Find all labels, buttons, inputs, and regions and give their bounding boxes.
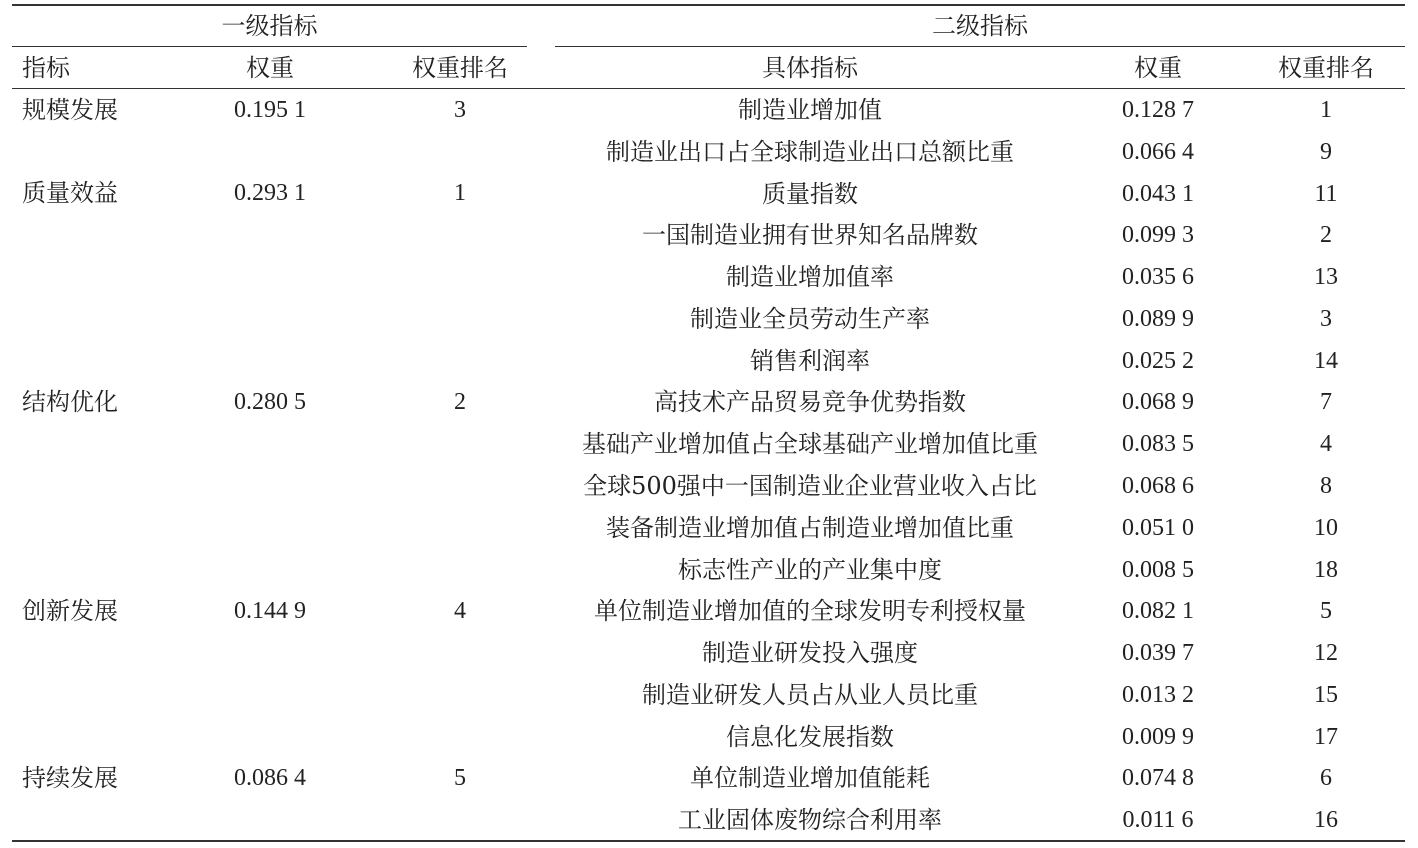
level1-weight: 0.293 1: [234, 180, 306, 206]
level2-rank: 3: [1320, 306, 1332, 332]
level1-name: 规模发展: [22, 96, 118, 124]
level2-name: 质量指数: [762, 180, 858, 208]
level2-name: 制造业研发投入强度: [702, 639, 918, 667]
level1-weight: 0.195 1: [234, 97, 306, 123]
level2-rank: 2: [1320, 222, 1332, 248]
level2-name: 制造业出口占全球制造业出口总额比重: [606, 138, 1014, 166]
bottom-rule: [12, 840, 1405, 842]
col-header-indicator: 指标: [22, 54, 70, 82]
level2-name: 基础产业增加值占全球基础产业增加值比重: [582, 430, 1038, 458]
group1-underline: [12, 46, 527, 47]
level2-weight: 0.099 3: [1122, 222, 1194, 248]
level2-name: 标志性产业的产业集中度: [678, 556, 942, 584]
level1-weight: 0.280 5: [234, 389, 306, 415]
col-header-rank1: 权重排名: [412, 54, 508, 82]
level2-weight: 0.082 1: [1122, 598, 1194, 624]
level2-weight: 0.008 5: [1122, 557, 1194, 583]
level2-rank: 10: [1314, 515, 1338, 541]
level2-rank: 7: [1320, 389, 1332, 415]
group1-header: 一级指标: [221, 12, 318, 40]
level2-rank: 15: [1314, 682, 1338, 708]
level2-name: 高技术产品贸易竞争优势指数: [654, 388, 966, 416]
level1-rank: 3: [454, 97, 466, 123]
level1-name: 持续发展: [22, 764, 118, 792]
level1-rank: 1: [454, 180, 466, 206]
level2-weight: 0.068 9: [1122, 389, 1194, 415]
level2-weight: 0.013 2: [1122, 682, 1194, 708]
level1-rank: 4: [454, 598, 466, 624]
col-header-rank2: 权重排名: [1278, 54, 1374, 82]
col-header-weight1: 权重: [246, 54, 294, 82]
level2-name: 制造业增加值率: [726, 263, 894, 291]
level1-rank: 5: [454, 765, 466, 791]
level1-weight: 0.086 4: [234, 765, 306, 791]
level2-weight: 0.074 8: [1122, 765, 1194, 791]
level1-weight: 0.144 9: [234, 598, 306, 624]
level1-name: 创新发展: [22, 597, 118, 625]
level2-weight: 0.043 1: [1122, 181, 1194, 207]
level2-name: 全球500强中一国制造业企业营业收入占比: [583, 472, 1037, 500]
level2-name: 单位制造业增加值能耗: [690, 764, 930, 792]
level2-rank: 17: [1314, 724, 1338, 750]
level2-weight: 0.128 7: [1122, 97, 1194, 123]
level1-name: 质量效益: [22, 179, 118, 207]
level2-name: 制造业全员劳动生产率: [690, 305, 930, 333]
group2-underline: [555, 46, 1405, 47]
level2-rank: 18: [1314, 557, 1338, 583]
level2-rank: 9: [1320, 139, 1332, 165]
level2-name: 工业固体废物综合利用率: [678, 806, 942, 834]
header-rule: [12, 88, 1405, 89]
col-header-specific: 具体指标: [762, 54, 858, 82]
level2-rank: 1: [1320, 97, 1332, 123]
level2-name: 销售利润率: [750, 347, 870, 375]
level2-weight: 0.025 2: [1122, 348, 1194, 374]
level2-rank: 13: [1314, 264, 1338, 290]
level2-weight: 0.068 6: [1122, 473, 1194, 499]
level2-weight: 0.039 7: [1122, 640, 1194, 666]
level2-weight: 0.009 9: [1122, 724, 1194, 750]
level2-weight: 0.083 5: [1122, 431, 1194, 457]
level2-rank: 16: [1314, 807, 1338, 833]
level2-weight: 0.035 6: [1122, 264, 1194, 290]
level2-name: 装备制造业增加值占制造业增加值比重: [606, 514, 1014, 542]
col-header-weight2: 权重: [1134, 54, 1182, 82]
level1-name: 结构优化: [22, 388, 118, 416]
level2-name: 信息化发展指数: [726, 723, 894, 751]
level2-name: 制造业增加值: [738, 96, 882, 124]
level2-rank: 4: [1320, 431, 1332, 457]
level2-weight: 0.089 9: [1122, 306, 1194, 332]
level2-rank: 5: [1320, 598, 1332, 624]
level1-rank: 2: [454, 389, 466, 415]
level2-name: 单位制造业增加值的全球发明专利授权量: [594, 597, 1026, 625]
level2-rank: 6: [1320, 765, 1332, 791]
level2-name: 制造业研发人员占从业人员比重: [642, 681, 978, 709]
level2-rank: 14: [1314, 348, 1338, 374]
level2-weight: 0.011 6: [1122, 807, 1194, 833]
group2-header: 二级指标: [932, 12, 1028, 40]
level2-rank: 11: [1314, 181, 1338, 207]
level2-rank: 8: [1320, 473, 1332, 499]
level2-weight: 0.066 4: [1122, 139, 1194, 165]
level2-name: 一国制造业拥有世界知名品牌数: [642, 221, 978, 249]
level2-rank: 12: [1314, 640, 1338, 666]
level2-weight: 0.051 0: [1122, 515, 1194, 541]
